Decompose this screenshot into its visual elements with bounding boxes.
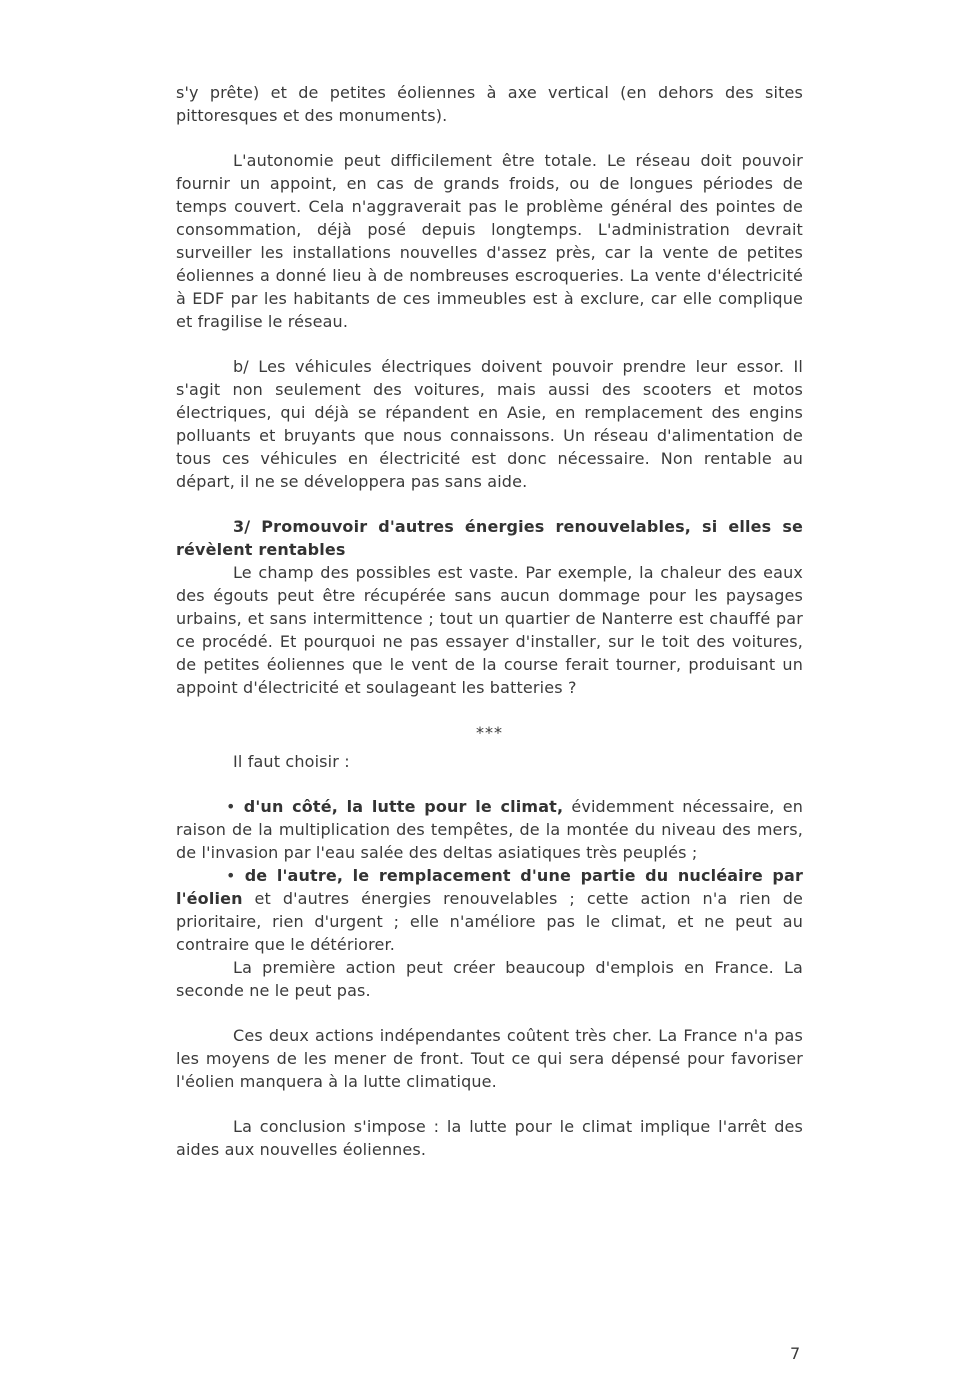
bullet-icon: •	[226, 866, 236, 885]
bullet-item-climat	[176, 795, 803, 864]
paragraph-champ-des-possibles: Le champ des possibles est vaste. Par exemple, la chaleur des eaux des égouts peut être récupérée sans aucun dommage pour les paysages urbains, et sans intermittence ; tout un quartier de Nanterre est chauffé par ce procédé. Et pourquoi ne pas essayer d'installer, sur le toit des voitures, de petites éoliennes que le vent de la course ferait tourner, produisant un appoint d'électricité et soulageant les batteries ?	[176, 563, 803, 697]
section-separator: ***	[476, 723, 503, 742]
bullet-bold-text: d'un côté, la lutte pour le climat,	[243, 797, 564, 816]
section-heading-3: 3/ Promouvoir d'autres énergies renouvelables, si elles se révèlent rentables	[176, 517, 803, 559]
paragraph-deux-actions: Ces deux actions indépendantes coûtent très cher. La France n'a pas les moyens de les mener de front. Tout ce qui sera dépensé pour favoriser l'éolien manquera à la lutte climatique.	[176, 1026, 803, 1091]
paragraph-autonomie: L'autonomie peut difficilement être totale. Le réseau doit pouvoir fournir un appoint, en cas de grands froids, ou de longues périodes de temps couvert. Cela n'aggraverait pas le problème général des pointes de consommation, déjà posé depuis longtemps. L'administration devrait surveiller les installations nouvelles d'assez près, car la vente de petites éoliennes a donné lieu à de nombreuses escroqueries. La vente d'électricité à EDF par les habitants de ces immeubles est à exclure, car elle complique et fragilise le réseau.	[176, 151, 803, 331]
bullet-text: et d'autres énergies renouvelables ; cette action n'a rien de prioritaire, rien d'urgent ; elle n'améliore pas le climat, et ne peut au contraire que le détériorer.	[176, 889, 803, 954]
paragraph-il-faut-choisir: Il faut choisir :	[233, 752, 350, 771]
paragraph-continuation: s'y prête) et de petites éoliennes à axe vertical (en dehors des sites pittoresques et des monuments).	[176, 83, 803, 125]
paragraph-premiere-action: La première action peut créer beaucoup d'emplois en France. La seconde ne le peut pas.	[176, 958, 803, 1000]
bullet-icon: •	[226, 797, 236, 816]
paragraph-conclusion: La conclusion s'impose : la lutte pour le climat implique l'arrêt des aides aux nouvelles éoliennes.	[176, 1117, 803, 1159]
document-body	[176, 81, 803, 1183]
bullet-text: évidemment nécessaire, en raison de la multiplication des tempêtes, de la montée du niveau des mers, de l'invasion par l'eau salée des deltas asiatiques très peuplés ;	[176, 797, 803, 862]
bullet-bold-text: de l'autre, le remplacement d'une partie du nucléaire par l'éolien	[176, 866, 803, 908]
bullet-item-eolien	[176, 864, 803, 956]
page-number: 7	[790, 1344, 801, 1363]
paragraph-vehicules-electriques: b/ Les véhicules électriques doivent pouvoir prendre leur essor. Il s'agit non seulement des voitures, mais aussi des scooters et motos électriques, qui déjà se répandent en Asie, en remplacement des engins polluants et bruyants que nous connaissons. Un réseau d'alimentation de tous ces véhicules en électricité est donc nécessaire. Non rentable au départ, il ne se développera pas sans aide.	[176, 357, 803, 491]
